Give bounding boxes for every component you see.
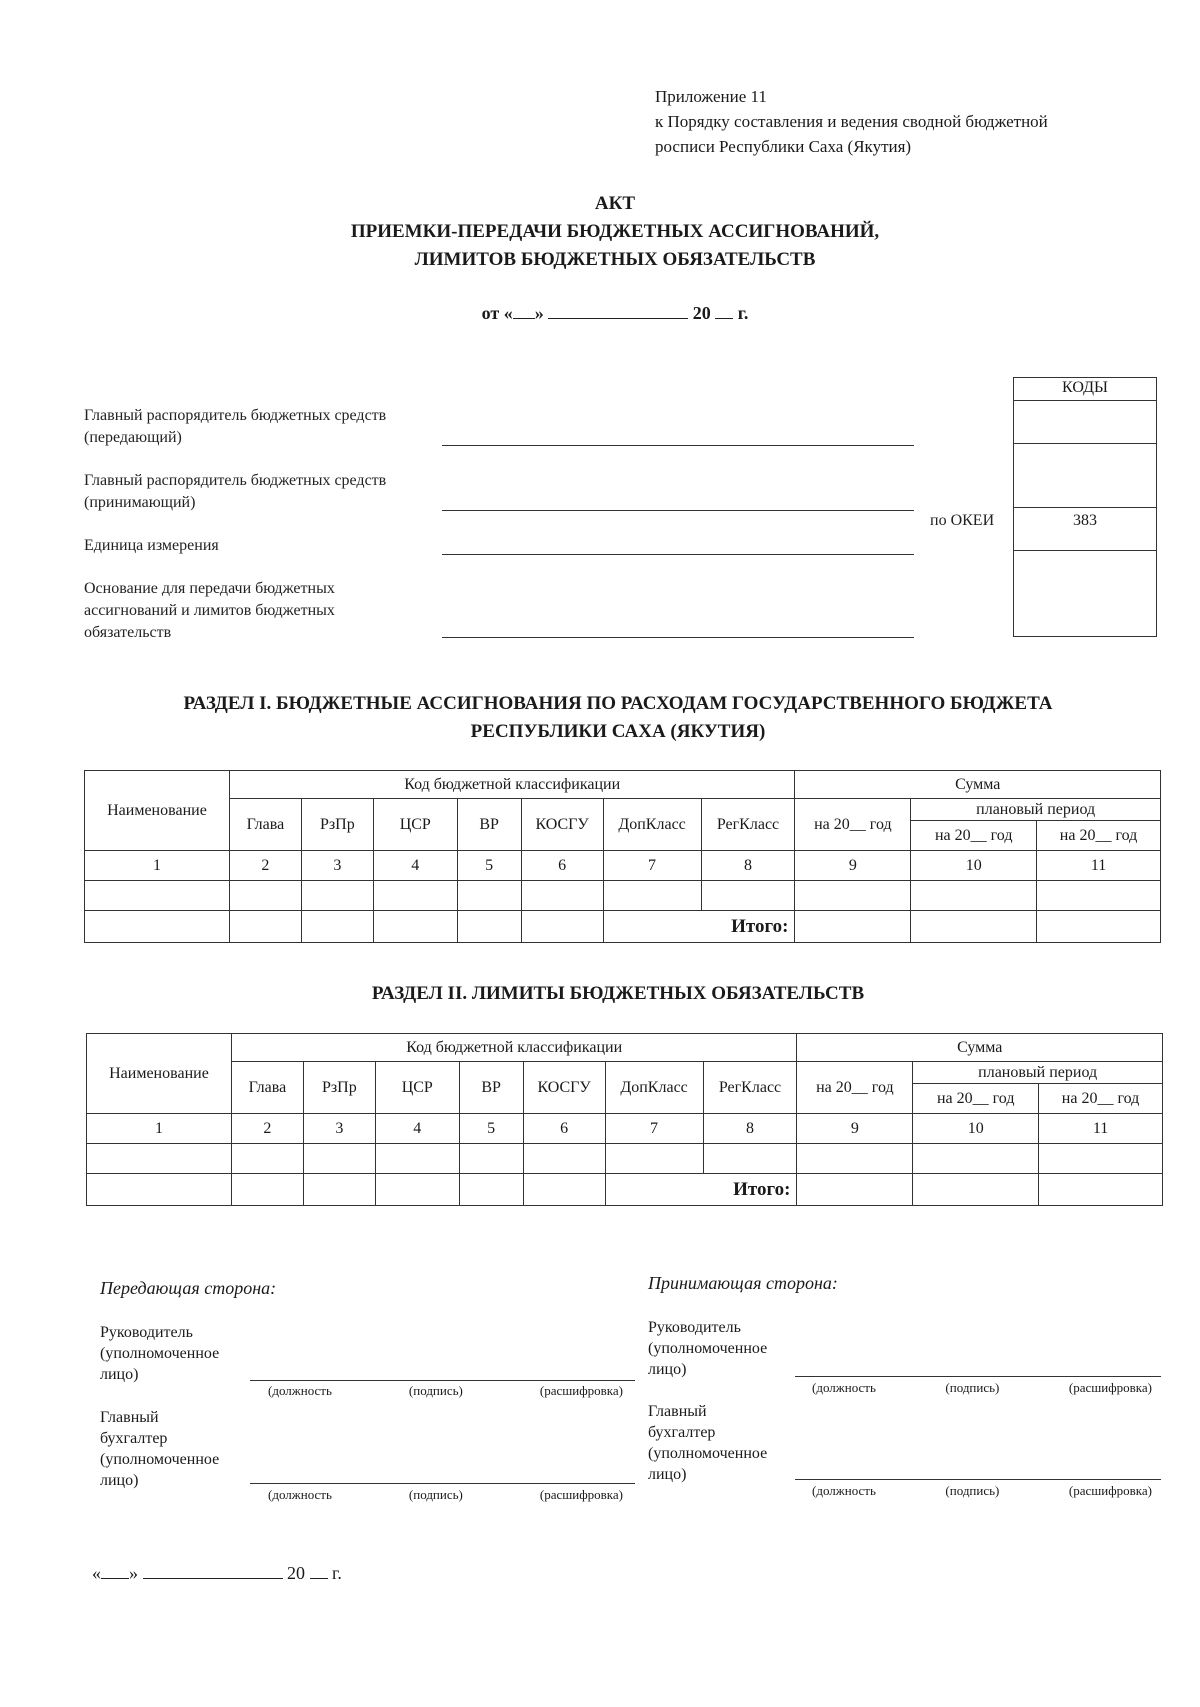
- receiving-party-heading: Принимающая сторона:: [648, 1273, 838, 1293]
- section2-table: [86, 1033, 1163, 1206]
- table-row[interactable]: [87, 1144, 1163, 1174]
- title-line3: ЛИМИТОВ БЮДЖЕТНЫХ ОБЯЗАТЕЛЬСТВ: [414, 249, 816, 270]
- receiving-head-signature-line[interactable]: [795, 1376, 1161, 1377]
- col-glava: Глава: [229, 799, 301, 851]
- name-header: Наименование: [87, 1034, 232, 1114]
- appendix-reference: [655, 84, 1048, 159]
- receiving-accountant-signature-line[interactable]: [795, 1479, 1161, 1480]
- total-row: [85, 911, 1161, 943]
- date-suffix: г.: [737, 303, 749, 323]
- document-title: [0, 190, 1200, 274]
- col-dopklass: ДопКласс: [603, 799, 701, 851]
- col-kosgu: КОСГУ: [521, 799, 603, 851]
- col-regklass: РегКласс: [701, 799, 795, 851]
- col-rzpr: РзПр: [303, 1062, 375, 1114]
- appendix-line2: к Порядку составления и ведения сводной бюджетной: [655, 112, 1048, 131]
- col-rzpr: РзПр: [301, 799, 373, 851]
- section2-title: РАЗДЕЛ II. ЛИМИТЫ БЮДЖЕТНЫХ ОБЯЗАТЕЛЬСТВ: [371, 983, 865, 1004]
- field-unit-line[interactable]: [442, 554, 914, 555]
- table-row[interactable]: [85, 881, 1161, 911]
- col-regklass: РегКласс: [703, 1062, 797, 1114]
- title-line2: ПРИЕМКИ-ПЕРЕДАЧИ БЮДЖЕТНЫХ АССИГНОВАНИЙ,: [350, 221, 880, 242]
- col-plan-year2: на 20__ год: [1037, 821, 1161, 851]
- codes-header: КОДЫ: [1014, 378, 1157, 401]
- col-dopklass: ДопКласс: [605, 1062, 703, 1114]
- table-row: 1 2 3 4 5 6 7 8 9 10 11: [85, 851, 1161, 881]
- total-label: Итого:: [605, 1174, 797, 1206]
- sum-header: Сумма: [795, 771, 1161, 799]
- giving-party-heading: Передающая сторона:: [100, 1278, 277, 1298]
- plan-header: плановый период: [911, 799, 1161, 821]
- signing-day-blank[interactable]: [101, 1560, 129, 1579]
- signing-month-blank[interactable]: [143, 1560, 283, 1579]
- receiving-accountant-captions: (должность (подпись) (расшифровка): [812, 1483, 1152, 1498]
- codes-box: [1013, 377, 1157, 637]
- signing-year-blank[interactable]: [310, 1560, 328, 1579]
- date-prefix: от «: [481, 303, 513, 323]
- field-receiving-label: Главный распорядитель бюджетных средств (принимающий): [84, 472, 387, 511]
- receiving-accountant-label: Главный бухгалтер (уполномоченное лицо): [648, 1403, 768, 1483]
- col-vr: ВР: [457, 799, 521, 851]
- year-blank[interactable]: [715, 300, 733, 319]
- col-plan-year2: на 20__ год: [1039, 1084, 1163, 1114]
- field-receiving-line[interactable]: [442, 510, 914, 511]
- plan-header: плановый период: [913, 1062, 1163, 1084]
- kbk-header: Код бюджетной классификации: [231, 1034, 797, 1062]
- code-giving[interactable]: [1014, 401, 1157, 444]
- code-okei: 383: [1014, 508, 1157, 551]
- name-header: Наименование: [85, 771, 230, 851]
- date-mid: »: [534, 303, 544, 323]
- title-line1: АКТ: [594, 193, 636, 214]
- receiving-head-captions: (должность (подпись) (расшифровка): [812, 1380, 1152, 1395]
- col-year: на 20__ год: [797, 1062, 913, 1114]
- section1-title: РАЗДЕЛ I. БЮДЖЕТНЫЕ АССИГНОВАНИЯ ПО РАСХОДАМ ГОСУДАРСТВЕННОГО БЮДЖЕТА РЕСПУБЛИКИ САХА (ЯКУТИЯ): [183, 693, 1053, 742]
- sum-header: Сумма: [797, 1034, 1163, 1062]
- field-basis-line[interactable]: [442, 637, 914, 638]
- col-plan-year1: на 20__ год: [913, 1084, 1039, 1114]
- date-year: 20: [692, 303, 711, 323]
- act-date: [0, 300, 1200, 324]
- field-basis-label: Основание для передачи бюджетных ассигнований и лимитов бюджетных обязательств: [84, 580, 335, 641]
- col-vr: ВР: [459, 1062, 523, 1114]
- giving-accountant-signature-line[interactable]: [250, 1483, 635, 1484]
- day-blank[interactable]: [513, 300, 535, 319]
- section1-table: [84, 770, 1161, 943]
- giving-head-captions: (должность (подпись) (расшифровка): [268, 1383, 623, 1398]
- month-blank[interactable]: [548, 300, 688, 319]
- giving-accountant-captions: (должность (подпись) (расшифровка): [268, 1487, 623, 1502]
- appendix-line3: росписи Республики Саха (Якутия): [655, 137, 912, 156]
- col-csr: ЦСР: [373, 799, 457, 851]
- kbk-header: Код бюджетной классификации: [229, 771, 795, 799]
- code-basis[interactable]: [1014, 551, 1157, 637]
- signing-date: « » 20 г.: [92, 1560, 342, 1584]
- table-row: 1 2 3 4 5 6 7 8 9 10 11: [87, 1114, 1163, 1144]
- field-giving-label: Главный распорядитель бюджетных средств (передающий): [84, 407, 387, 446]
- giving-head-label: Руководитель (уполномоченное лицо): [100, 1324, 220, 1383]
- okei-label: по ОКЕИ: [930, 512, 995, 529]
- total-label: Итого:: [603, 911, 795, 943]
- appendix-number: Приложение 11: [655, 87, 767, 106]
- total-row: [87, 1174, 1163, 1206]
- col-kosgu: КОСГУ: [523, 1062, 605, 1114]
- receiving-head-label: Руководитель (уполномоченное лицо): [648, 1319, 768, 1378]
- giving-head-signature-line[interactable]: [250, 1380, 635, 1381]
- col-plan-year1: на 20__ год: [911, 821, 1037, 851]
- col-glava: Глава: [231, 1062, 303, 1114]
- col-year: на 20__ год: [795, 799, 911, 851]
- giving-accountant-label: Главный бухгалтер (уполномоченное лицо): [100, 1409, 220, 1489]
- field-giving-line[interactable]: [442, 445, 914, 446]
- code-receiving[interactable]: [1014, 444, 1157, 508]
- col-csr: ЦСР: [375, 1062, 459, 1114]
- field-unit-label: Единица измерения: [84, 537, 219, 554]
